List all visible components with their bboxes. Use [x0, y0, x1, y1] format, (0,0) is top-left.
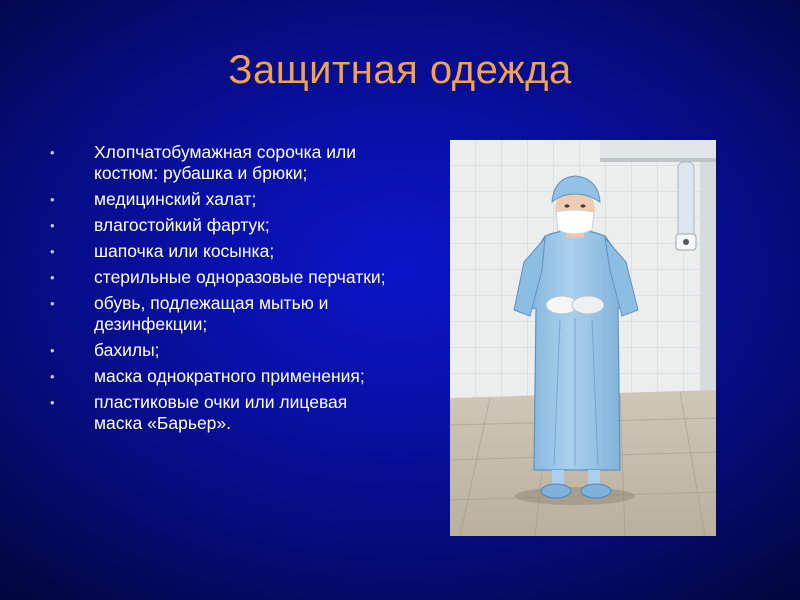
list-item — [50, 142, 390, 184]
bullet-icon: • — [50, 369, 55, 384]
bullet-list — [50, 142, 390, 439]
list-item — [50, 340, 390, 361]
bullet-icon: • — [50, 296, 55, 311]
list-item — [50, 215, 390, 236]
bullet-text: маска однократного применения; — [94, 366, 365, 386]
bullet-text: шапочка или косынка; — [94, 241, 275, 261]
bullet-text: стерильные одноразовые перчатки; — [94, 267, 386, 287]
list-item — [50, 267, 390, 288]
bullet-icon: • — [50, 244, 55, 259]
wall-corner — [700, 162, 716, 398]
bullet-icon: • — [50, 218, 55, 233]
bullet-text: Хлопчатобумажная сорочка или костюм: рубашка и брюки; — [94, 142, 356, 183]
list-item — [50, 366, 390, 387]
fixture-dot — [683, 239, 689, 245]
list-item — [50, 189, 390, 210]
wall-pipe — [678, 162, 694, 240]
bullet-text: обувь, подлежащая мытью и дезинфекции; — [94, 293, 329, 334]
bullet-text: пластиковые очки или лицевая маска «Барьер». — [94, 392, 348, 433]
duct-edge — [600, 158, 716, 162]
list-item — [50, 241, 390, 262]
bullet-icon: • — [50, 395, 55, 410]
bullet-text: влагостойкий фартук; — [94, 215, 270, 235]
list-item — [50, 392, 390, 434]
list-item — [50, 293, 390, 335]
bullet-text: бахилы; — [94, 340, 160, 360]
bullet-text: медицинский халат; — [94, 189, 257, 209]
slide-title: Защитная одежда — [228, 48, 572, 92]
photo-illustration — [450, 140, 716, 536]
bullet-icon: • — [50, 145, 55, 160]
bullet-icon: • — [50, 192, 55, 207]
bullet-icon: • — [50, 343, 55, 358]
medical-worker-photo — [450, 140, 716, 536]
bullet-icon: • — [50, 270, 55, 285]
